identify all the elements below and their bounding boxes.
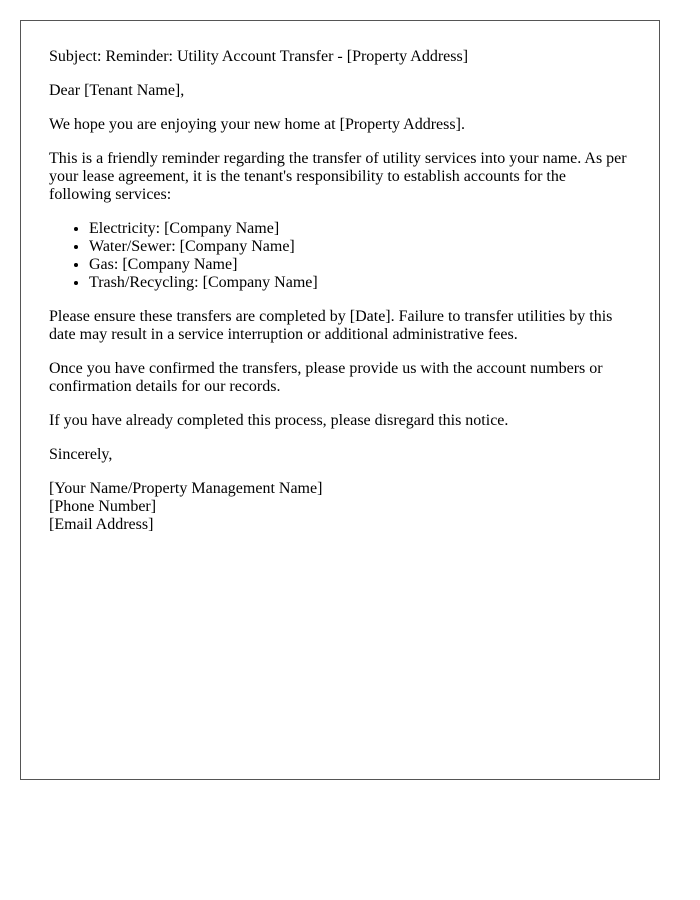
signature-email: [Email Address] (49, 516, 154, 533)
signature-name: [Your Name/Property Management Name] (49, 480, 323, 497)
deadline-paragraph: Please ensure these transfers are completed by [Date]. Failure to transfer utilities by this date may result in a service interruption or additional administrative fees. (49, 308, 613, 343)
list-item: • Water/Sewer: [Company Name] (89, 238, 631, 256)
list-item: • Gas: [Company Name] (89, 256, 631, 274)
letter-container (20, 20, 660, 780)
list-item: • Electricity: [Company Name] (89, 220, 631, 238)
confirmation-paragraph: Once you have confirmed the transfers, please provide us with the account numbers or confirmation details for our records. (49, 360, 603, 395)
closing: Sincerely, (49, 446, 113, 463)
signature-block (49, 480, 631, 534)
list-item: • Trash/Recycling: [Company Name] (89, 274, 631, 292)
intro-paragraph: We hope you are enjoying your new home at [Property Address]. (49, 116, 465, 133)
subject-line: Subject: Reminder: Utility Account Transfer - [Property Address] (49, 48, 469, 65)
disregard-paragraph: If you have already completed this process, please disregard this notice. (49, 412, 509, 429)
services-list (49, 220, 631, 292)
reminder-paragraph: This is a friendly reminder regarding the transfer of utility services into your name. As per your lease agreement, it is the tenant's responsibility to establish accounts for the following services: (49, 150, 627, 203)
greeting: Dear [Tenant Name], (49, 82, 185, 99)
signature-phone: [Phone Number] (49, 498, 157, 515)
